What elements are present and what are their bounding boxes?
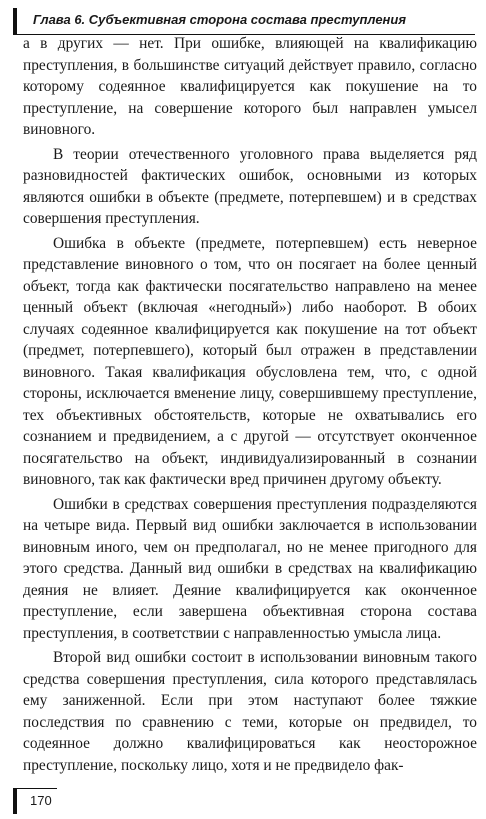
chapter-title: Глава 6. Субъективная сторона состава преступления xyxy=(33,12,407,27)
page-number: 170 xyxy=(30,793,52,808)
paragraph: Ошибка в объекте (предмете, потерпевшем) есть неверное представление виновного о том, что он посягает на более ценный объект, тогда как фактически посягательство направлено на менее ценный объект (включая «негодный») либо наоборот. В обоих случаях содеянное квалифицируется как покушение на тот объект (предмет, потерпевшего), который был отражен в представлении виновного. Такая квалификация обусловлена тем, что, с одной стороны, исключается вменение лицу, совершившему преступление, тех объективных обстоятельств, которые не охватывались его сознанием и предвидением, а с другой — отсутствует оконченное посягательство на объект, индивидуализированный в сознании виновного, так как фактически вред причинен другому объекту. xyxy=(23,234,477,488)
paragraph: Второй вид ошибки состоит в использовании виновным такого средства совершения преступления, сила которого представлялась ему заниженной. Если при этом наступают более тяжкие последствия по сравнению с теми, которые он предвидел, то содеянное должно квалифицироваться как неосторожное преступление, поскольку лицо, хотя и не предвидело фак- xyxy=(23,649,477,774)
page-footer xyxy=(13,788,113,814)
body-text xyxy=(23,33,477,779)
footer-rule-bar xyxy=(13,788,17,814)
paragraph: В теории отечественного уголовного права выделяется ряд разновидностей фактических ошибок, основными из которых являются ошибки в объекте (предмете, потерпевшем) и в средствах совершения преступления. xyxy=(23,145,477,227)
running-header xyxy=(13,8,475,35)
footer-rule-line xyxy=(13,788,57,789)
paragraph: Ошибки в средствах совершения преступления подразделяются на четыре вида. Первый вид ошибки заключается в использовании виновным иного, чем он предполагал, но не менее пригодного для этого средства. Данный вид ошибки в средствах на квалификацию деяния не влияет. Деяние квалифицируется как оконченное преступление, если завершена объективная сторона состава преступления, в соответствии с направленностью умысла лица. xyxy=(23,495,477,642)
header-rule-bar xyxy=(13,8,17,35)
paragraph-continuation: а в других — нет. При ошибке, влияющей на квалификацию преступления, в большинстве ситуаций действует правило, согласно которому содеянное квалифицируется как покушение на то преступление, на совершение которого был направлен умысел виновного. xyxy=(23,35,477,138)
